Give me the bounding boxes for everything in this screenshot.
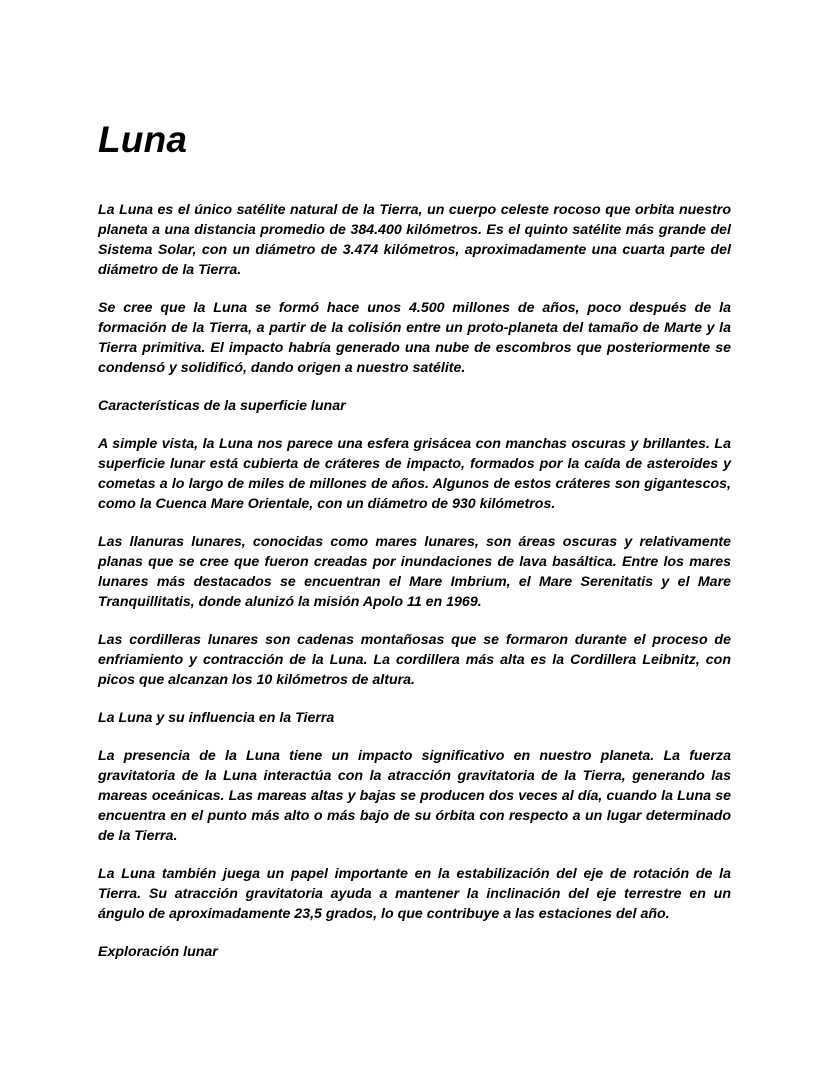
paragraph-axis: La Luna también juega un papel importante en la estabilización del eje de rotación de la Tierra. Su atracción gravitatoria ayuda a mantener la inclinación del eje terrestre en un ángulo de aproximadamente 23,5 grados, lo que contribuye a las estaciones del año. [98, 866, 731, 922]
paragraph-formation: Se cree que la Luna se formó hace unos 4.500 millones de años, poco después de la formación de la Tierra, a partir de la colisión entre un proto-planeta del tamaño de Marte y la Tierra primitiva. El impacto habría generado una nube de escombros que posteriormente se condensó y solidificó, dando origen a nuestro satélite. [98, 300, 731, 376]
paragraph-intro: La Luna es el único satélite natural de la Tierra, un cuerpo celeste rocoso que orbita nuestro planeta a una distancia promedio de 384.400 kilómetros. Es el quinto satélite más grande del Sistema Solar, con un diámetro de 3.474 kilómetros, aproximadamente una cuarta parte del diámetro de la Tierra. [98, 202, 731, 278]
paragraph-craters: A simple vista, la Luna nos parece una esfera grisácea con manchas oscuras y brillantes. La superficie lunar está cubierta de cráteres de impacto, formados por la caída de asteroides y cometas a lo largo de miles de millones de años. Algunos de estos cráteres son gigantescos, como la Cuenca Mare Orientale, con un diámetro de 930 kilómetros. [98, 436, 731, 512]
paragraph-maria: Las llanuras lunares, conocidas como mares lunares, son áreas oscuras y relativamente planas que se cree que fueron creadas por inundaciones de lava basáltica. Entre los mares lunares más destacados se encuentran el Mare Imbrium, el Mare Serenitatis y el Mare Tranquillitatis, donde alunizó la misión Apolo 11 en 1969. [98, 534, 731, 610]
document-title: Luna [98, 119, 188, 160]
document-body [98, 200, 731, 980]
section-heading-influence: La Luna y su influencia en la Tierra [98, 710, 335, 726]
paragraph-mountains: Las cordilleras lunares son cadenas montañosas que se formaron durante el proceso de enfriamiento y contracción de la Luna. La cordillera más alta es la Cordillera Leibnitz, con picos que alcanzan los 10 kilómetros de altura. [98, 632, 731, 688]
paragraph-tides: La presencia de la Luna tiene un impacto significativo en nuestro planeta. La fuerza gravitatoria de la Luna interactúa con la atracción gravitatoria de la Tierra, generando las mareas oceánicas. Las mareas altas y bajas se producen dos veces al día, cuando la Luna se encuentra en el punto más alto o más bajo de su órbita con respecto a un lugar determinado de la Tierra. [98, 748, 731, 844]
section-heading-exploration: Exploración lunar [98, 944, 218, 960]
section-heading-surface: Características de la superficie lunar [98, 398, 346, 414]
